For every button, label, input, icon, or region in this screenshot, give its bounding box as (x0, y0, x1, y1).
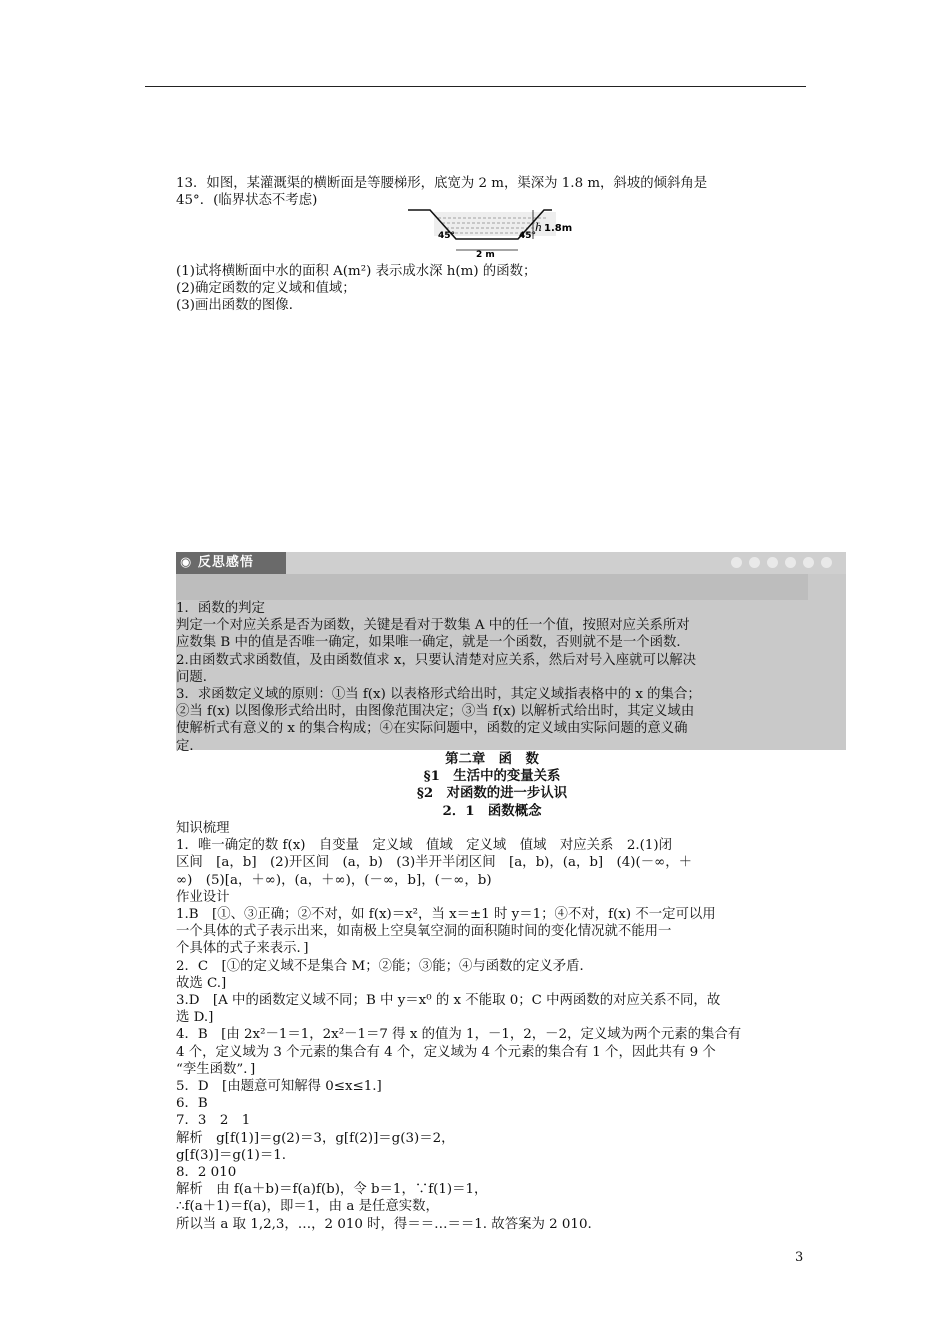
subsection-title: 2．1 函数概念 (442, 802, 542, 819)
answer-line: 4．B [由 2x²－1＝1，2x²－1＝7 得 x 的值为 1，－1，2，－2，定义域为两个元素的集合有 (176, 1027, 742, 1043)
problem-13-line2: 45°．(临界状态不考虑) (176, 193, 318, 209)
answer-line: ∞) (5)[a，＋∞)，(a，＋∞)，(－∞，b]，(－∞，b) (176, 872, 492, 888)
section-1-title: §1 生活中的变量关系 (423, 768, 561, 785)
answer-line: 知识梳理 (176, 821, 230, 836)
reflection-line: 应数集 B 中的值是否唯一确定，如果唯一确定，就是一个函数，否则就不是一个函数． (176, 635, 690, 651)
width-label: 2 m (476, 250, 495, 260)
answer-line: 故选 C.] (176, 975, 227, 991)
answer-line: ∴f(a＋1)＝f(a)，即＝1，由 a 是任意实数， (176, 1199, 439, 1215)
answer-line: 解析 由 f(a＋b)＝f(a)f(b)，令 b＝1，∵f(1)＝1， (176, 1182, 488, 1198)
chapter-headings (176, 751, 808, 820)
angle-right-label: 45° (519, 231, 537, 241)
problem-13-questions (176, 263, 808, 315)
reflection-line: 使解析式有意义的 x 的集合构成；④在实际问题中，函数的定义域由实际问题的意义确 (176, 721, 688, 737)
banner-dot (731, 557, 742, 568)
answer-line: 7．3 2 1 (176, 1113, 251, 1129)
reflection-background-top (176, 574, 808, 600)
answer-line: 1．唯一确定的数 f(x) 自变量 定义域 值域 定义域 值域 对应关系 2.(1)闭 (176, 838, 672, 854)
problem-13-text (176, 175, 808, 209)
depth-label: 1.8m (544, 223, 573, 234)
reflection-line: 定． (176, 738, 203, 754)
question-1: (1)试将横断面中水的面积 A(m²) 表示成水深 h(m) 的函数； (176, 264, 537, 279)
header-rule (145, 86, 806, 87)
reflection-banner (176, 552, 846, 574)
reflection-line: 2.由函数式求函数值，及由函数值求 x，只要认清楚对应关系，然后对号入座就可以解决 (176, 652, 697, 668)
answer-line: 6．B (176, 1096, 208, 1112)
answer-line: 所以当 a 取 1,2,3，…，2 010 时，得＝＝…＝＝1. 故答案为 2 010. (176, 1216, 592, 1232)
answer-line: 3.D [A 中的函数定义域不同；B 中 y＝x⁰ 的 x 不能取 0；C 中两函数的对应关系不同，故 (176, 993, 721, 1009)
reflection-banner-label: ◉ 反思感悟 (176, 552, 286, 574)
answer-line: 1.B [①、③正确；②不对，如 f(x)＝x²，当 x＝±1 时 y＝1；④不对，f(x) 不一定可以用 (176, 907, 716, 923)
chapter-title: 第二章 函 数 (445, 751, 539, 767)
question-2: (2)确定函数的定义域和值域； (176, 281, 356, 297)
banner-dot (767, 557, 778, 568)
answer-line: 作业设计 (176, 889, 230, 905)
answer-line: 选 D.] (176, 1010, 214, 1026)
section-2-title: §2 对函数的进一步认识 (416, 785, 568, 802)
banner-dot (749, 557, 760, 568)
reflection-line: 1．函数的判定 (176, 601, 265, 616)
banner-dot (821, 557, 832, 568)
page-number: 3 (795, 1250, 804, 1265)
reflection-line: ②当 f(x) 以图像形式给出时，由图像范围决定；③当 f(x) 以解析式给出时，其定义域由 (176, 704, 695, 720)
answer-line: g[f(3)]＝g(1)＝1. (176, 1147, 287, 1163)
answer-line: 个具体的式子来表示．] (176, 941, 309, 957)
question-3: (3)画出函数的图像． (176, 298, 303, 314)
answer-line: 5．D [由题意可知解得 0≤x≤1.] (176, 1079, 382, 1095)
banner-dots (731, 557, 832, 568)
answer-line: 解析 g[f(1)]＝g(2)＝3，g[f(2)]＝g(3)＝2， (176, 1130, 455, 1146)
answer-line: 区间 [a，b] (2)开区间 (a，b) (3)半开半闭区间 [a，b)，(a，b] (4)(－∞，＋ (176, 855, 693, 871)
reflection-line: 判定一个对应关系是否为函数，关键是看对于数集 A 中的任一个值，按照对应关系所对 (176, 618, 690, 634)
problem-13-line1: 13．如图，某灌溉渠的横断面是等腰梯形，底宽为 2 m，渠深为 1.8 m，斜坡的倾斜角是 (176, 176, 708, 191)
answer-line: “孪生函数”．] (176, 1061, 256, 1077)
reflection-line: 3．求函数定义域的原则：①当 f(x) 以表格形式给出时，其定义域指表格中的 x 的集合； (176, 687, 701, 703)
answer-line: 8．2 010 (176, 1165, 237, 1181)
reflection-line: 问题． (176, 669, 217, 685)
banner-dot (803, 557, 814, 568)
angle-left-label: 45° (438, 231, 456, 241)
channel-figure (408, 206, 578, 260)
banner-dot (785, 557, 796, 568)
answer-line: 4 个，定义域为 3 个元素的集合有 4 个，定义域为 4 个元素的集合有 1 个，因此共有 9 个 (176, 1044, 716, 1060)
answer-line: 一个具体的式子表示出来，如南极上空臭氧空洞的面积随时间的变化情况就不能用一 (176, 924, 672, 940)
reflection-text (176, 600, 808, 755)
h-label: h (535, 221, 543, 234)
answers-text (176, 820, 808, 1233)
answer-line: 2．C [①的定义域不是集合 M；②能；③能；④与函数的定义矛盾． (176, 958, 593, 974)
